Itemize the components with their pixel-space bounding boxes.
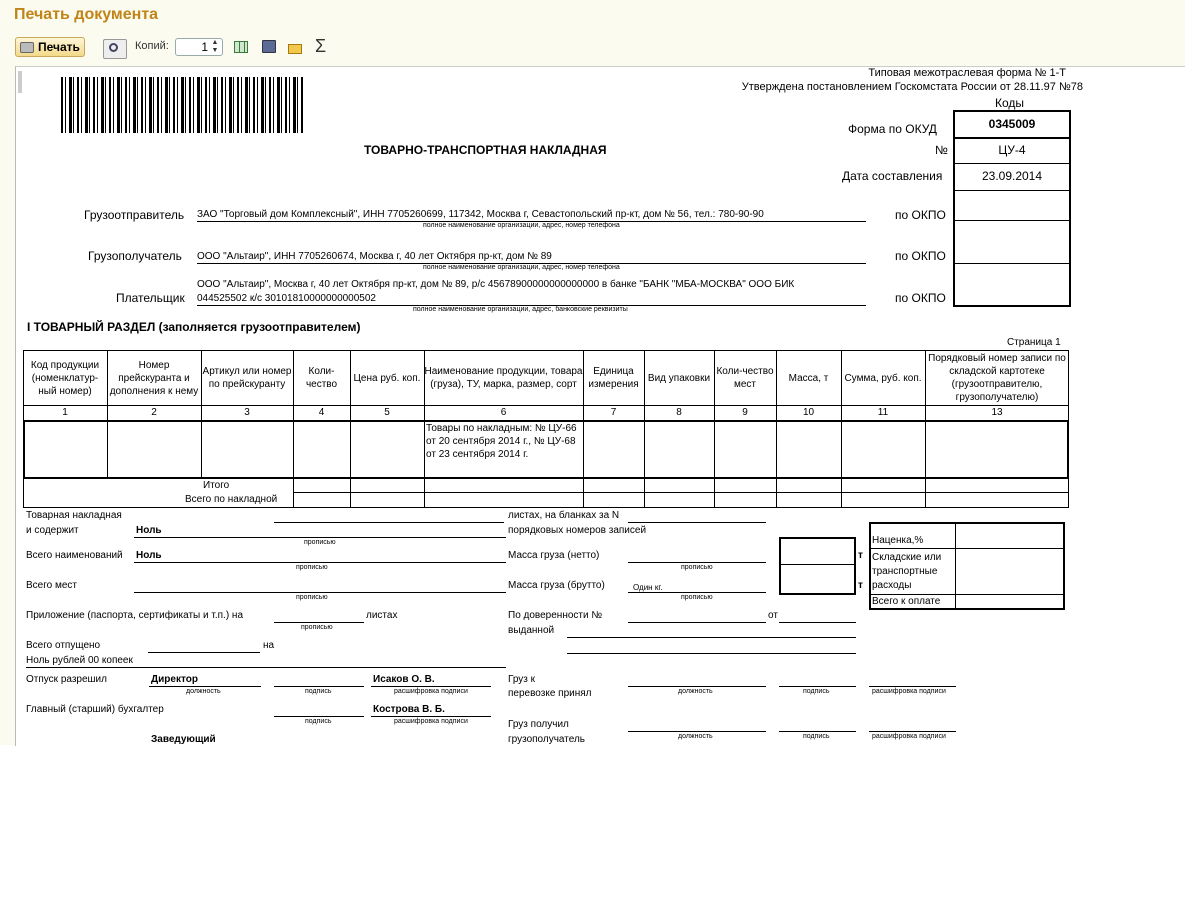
from-label: от	[768, 610, 778, 621]
names-label: Всего наименований	[26, 550, 123, 561]
okpo-label-2: по ОКПО	[895, 249, 946, 263]
decode-hint-3: расшифровка подписи	[872, 688, 946, 695]
net-label: Масса груза (нетто)	[508, 550, 600, 561]
barcode	[61, 77, 304, 133]
accountant-name: Кострова В. Б.	[373, 704, 445, 715]
col-header-2: Номер прейскуранта и дополнения к нему	[109, 359, 199, 397]
col-header-11: Сумма, руб. коп.	[844, 372, 922, 384]
accountant-label: Главный (старший) бухгалтер	[26, 704, 164, 715]
pos-hint-3: должность	[678, 733, 713, 740]
shipper-value: ЗАО "Торговый дом Комплексный", ИНН 7705260699, 117342, Москва г, Севастопольский пр-кт, дом № 56, тел.: 780-90-90	[197, 209, 764, 220]
payer-label: Плательщик	[116, 291, 185, 305]
gross-label: Масса груза (брутто)	[508, 580, 605, 591]
attach-sheets: листах	[366, 610, 398, 621]
print-label: Печать	[38, 40, 80, 54]
sign-hint-3: подпись	[803, 688, 830, 695]
col-num-4: 4	[318, 407, 325, 418]
payer-value-1: ООО "Альтаир", Москва г, 40 лет Октября пр-кт, дом № 89, р/с 45678900000000000000 в банке "БАНК "МБА-МОСКВА" ООО БИК	[197, 279, 795, 290]
total-label: Итого	[203, 480, 230, 491]
places-label: Всего мест	[26, 580, 78, 591]
allowed-pos: Директор	[151, 674, 198, 685]
cargo-acc-1: Груз к	[508, 674, 536, 685]
consignee-label: Грузополучатель	[88, 249, 182, 263]
on-label: на	[263, 640, 275, 651]
total-pay-label: Всего к оплате	[872, 596, 941, 607]
doc-title: ТОВАРНО-ТРАНСПОРТНАЯ НАКЛАДНАЯ	[364, 143, 607, 157]
col-num-13: 13	[991, 407, 1003, 418]
col-header-10: Масса, т	[788, 372, 829, 384]
window-title: Печать документа	[14, 6, 159, 23]
num-label: №	[935, 143, 948, 157]
col-num-3: 3	[244, 407, 250, 418]
sign-hint-2: подпись	[305, 718, 332, 725]
propisyu-4: прописью	[301, 624, 333, 631]
released-label: Всего отпущено	[26, 640, 101, 651]
header-form: Типовая межотраслевая форма № 1-Т	[868, 67, 1066, 79]
okud-value: 0345009	[988, 117, 1036, 131]
header-approved: Утверждена постановлением Госкомстата России от 28.11.97 №78	[741, 81, 1083, 93]
pos-hint-1: должность	[186, 688, 221, 695]
table-edit-icon	[234, 41, 248, 53]
payer-hint: полное наименование организации, адрес, банковские реквизиты	[413, 306, 628, 313]
codes-box	[953, 110, 1071, 307]
shipper-label: Грузоотправитель	[84, 208, 185, 222]
save-button[interactable]	[262, 40, 278, 54]
section-title: I ТОВАРНЫЙ РАЗДЕЛ (заполняется грузоотправителем)	[27, 320, 361, 334]
col-header-13: Порядковый номер записи по складской картотеке (грузоотправителю, грузополучателю)	[928, 353, 1066, 403]
col-header-1: Код продукции (номенклатур-ный номер)	[30, 359, 100, 397]
cargo-acc-2: перевозке принял	[508, 688, 592, 699]
copies-spinner[interactable]: 1	[175, 38, 223, 56]
col-num-2: 2	[151, 407, 157, 418]
magnifier-icon	[109, 43, 118, 52]
goods-row-text: Товары по накладным: № ЦУ-66 от 20 сентября 2014 г., № ЦУ-68 от 23 сентября 2014 г.	[426, 423, 577, 460]
consignee-value: ООО "Альтаир", ИНН 7705260674, Москва г, 40 лет Октября пр-кт, дом № 89	[197, 251, 552, 262]
col-num-11: 11	[877, 407, 889, 418]
copies-label: Копий:	[135, 40, 169, 52]
col-num-5: 5	[384, 407, 390, 418]
sign-hint-4: подпись	[803, 733, 830, 740]
storage-label: Складские или транспортные расходы	[872, 552, 942, 591]
num-value: ЦУ-4	[998, 143, 1026, 157]
cargo-rcv-1: Груз получил	[508, 719, 569, 730]
markup-label: Наценка,%	[872, 535, 924, 546]
okpo-label-1: по ОКПО	[895, 208, 946, 222]
propisyu-2: прописью	[296, 564, 328, 571]
col-header-5: Цена руб. коп.	[353, 372, 421, 384]
edit-button[interactable]	[234, 40, 250, 54]
t-unit-2: т	[858, 580, 863, 591]
head-label: Заведующий	[151, 734, 216, 745]
propisyu-3: прописью	[296, 594, 328, 601]
col-num-7: 7	[610, 407, 617, 418]
shipper-hint: полное наименование организации, адрес, номер телефона	[423, 222, 620, 229]
floppy-icon	[262, 40, 276, 53]
page-label: Страница 1	[1007, 337, 1061, 348]
decode-hint-2: расшифровка подписи	[394, 718, 468, 725]
payer-value-2: 044525502 к/с 30101810000000000502	[197, 293, 376, 304]
allowed-label: Отпуск разрешил	[26, 674, 107, 685]
date-value: 23.09.2014	[981, 169, 1043, 183]
col-header-4: Коли-чество	[305, 366, 338, 390]
sheets-label: листах, на бланках за N	[508, 510, 620, 521]
invoice-label-2: и содержит	[26, 525, 79, 536]
col-num-6: 6	[500, 407, 507, 418]
propisyu-1: прописью	[304, 539, 336, 546]
invoice-label-1: Товарная накладная	[26, 510, 122, 521]
attach-label: Приложение (паспорта, сертификаты и т.п.) на	[26, 610, 244, 621]
sum-button[interactable]: Σ	[315, 36, 327, 56]
col-num-1: 1	[62, 407, 68, 418]
printer-icon	[20, 42, 34, 53]
okud-label: Форма по ОКУД	[848, 122, 937, 136]
document-sheet	[15, 66, 1185, 746]
records-label: порядковых номеров записей	[508, 525, 647, 536]
date-label: Дата составления	[842, 169, 943, 183]
col-header-9: Коли-чество мест	[716, 366, 774, 390]
issued-label: выданной	[508, 625, 555, 636]
allowed-name: Исаков О. В.	[373, 674, 435, 685]
col-header-6: Наименование продукции, товара (груза), ТУ, марка, размер, сорт	[424, 366, 583, 390]
print-button[interactable]	[15, 37, 85, 57]
consignee-hint: полное наименование организации, адрес, номер телефона	[423, 264, 620, 271]
gross-value: Один кг.	[633, 583, 663, 592]
contains-value: Ноль	[136, 525, 162, 536]
power-label: По доверенности №	[508, 610, 603, 621]
names-value: Ноль	[136, 550, 162, 561]
cargo-rcv-2: грузополучатель	[508, 734, 586, 745]
sum-words: Ноль рублей 00 копеек	[26, 655, 133, 666]
mass-box	[779, 537, 856, 595]
decode-hint-1: расшифровка подписи	[394, 688, 468, 695]
codes-label: Коды	[995, 96, 1025, 110]
propisyu-5: прописью	[681, 564, 713, 571]
propisyu-6: прописью	[681, 594, 713, 601]
envelope-icon	[288, 44, 302, 54]
copies-spinner-arrows[interactable]: ▲ ▼	[211, 39, 219, 54]
total-all-label: Всего по накладной	[185, 494, 278, 505]
toolbar	[0, 34, 1185, 62]
sign-hint-1: подпись	[305, 688, 332, 695]
col-num-9: 9	[742, 407, 748, 418]
col-header-3: Артикул или номер по прейскуранту	[202, 366, 292, 390]
decode-hint-4: расшифровка подписи	[872, 733, 946, 740]
okpo-label-3: по ОКПО	[895, 291, 946, 305]
email-button[interactable]	[288, 41, 304, 53]
pos-hint-2: должность	[678, 688, 713, 695]
preview-button[interactable]	[103, 39, 127, 59]
col-header-7: Единица измерения	[588, 366, 639, 390]
gutter-marker	[18, 71, 22, 93]
col-header-8: Вид упаковки	[647, 372, 711, 384]
col-num-10: 10	[802, 407, 815, 418]
col-num-8: 8	[676, 407, 682, 418]
t-unit-1: т	[858, 550, 863, 561]
